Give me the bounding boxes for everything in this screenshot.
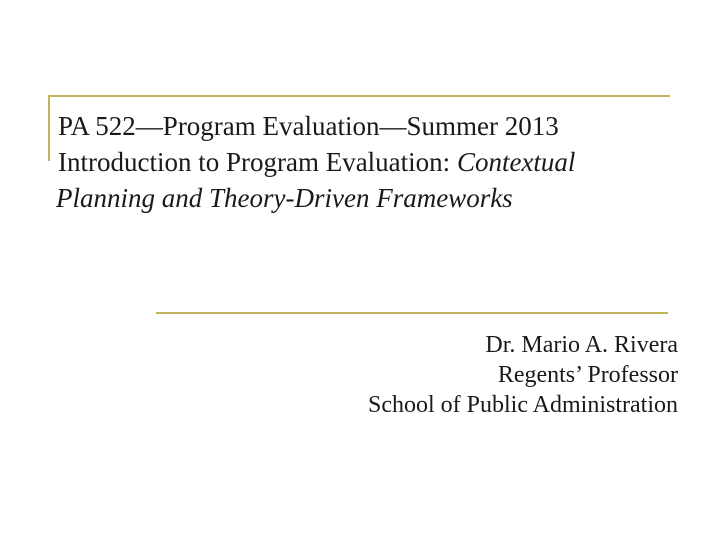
title-left-rule [48,95,50,161]
lecture-title-prefix: Introduction to Program Evaluation: [58,147,457,177]
presenter-name: Dr. Mario A. Rivera [485,332,678,358]
subtitle-rule [156,312,668,314]
course-title: PA 522—Program Evaluation—Summer 2013 [58,111,559,141]
presenter-affiliation: School of Public Administration [368,392,678,418]
lecture-title-italic-part: Contextual [456,147,576,177]
presenter-block [368,330,678,420]
title-block [58,108,698,216]
lecture-title-line [58,144,698,180]
presenter-role: Regents’ Professor [497,362,678,388]
lecture-title-subtitle: Planning and Theory-Driven Frameworks [56,183,513,213]
title-top-rule [48,95,670,97]
